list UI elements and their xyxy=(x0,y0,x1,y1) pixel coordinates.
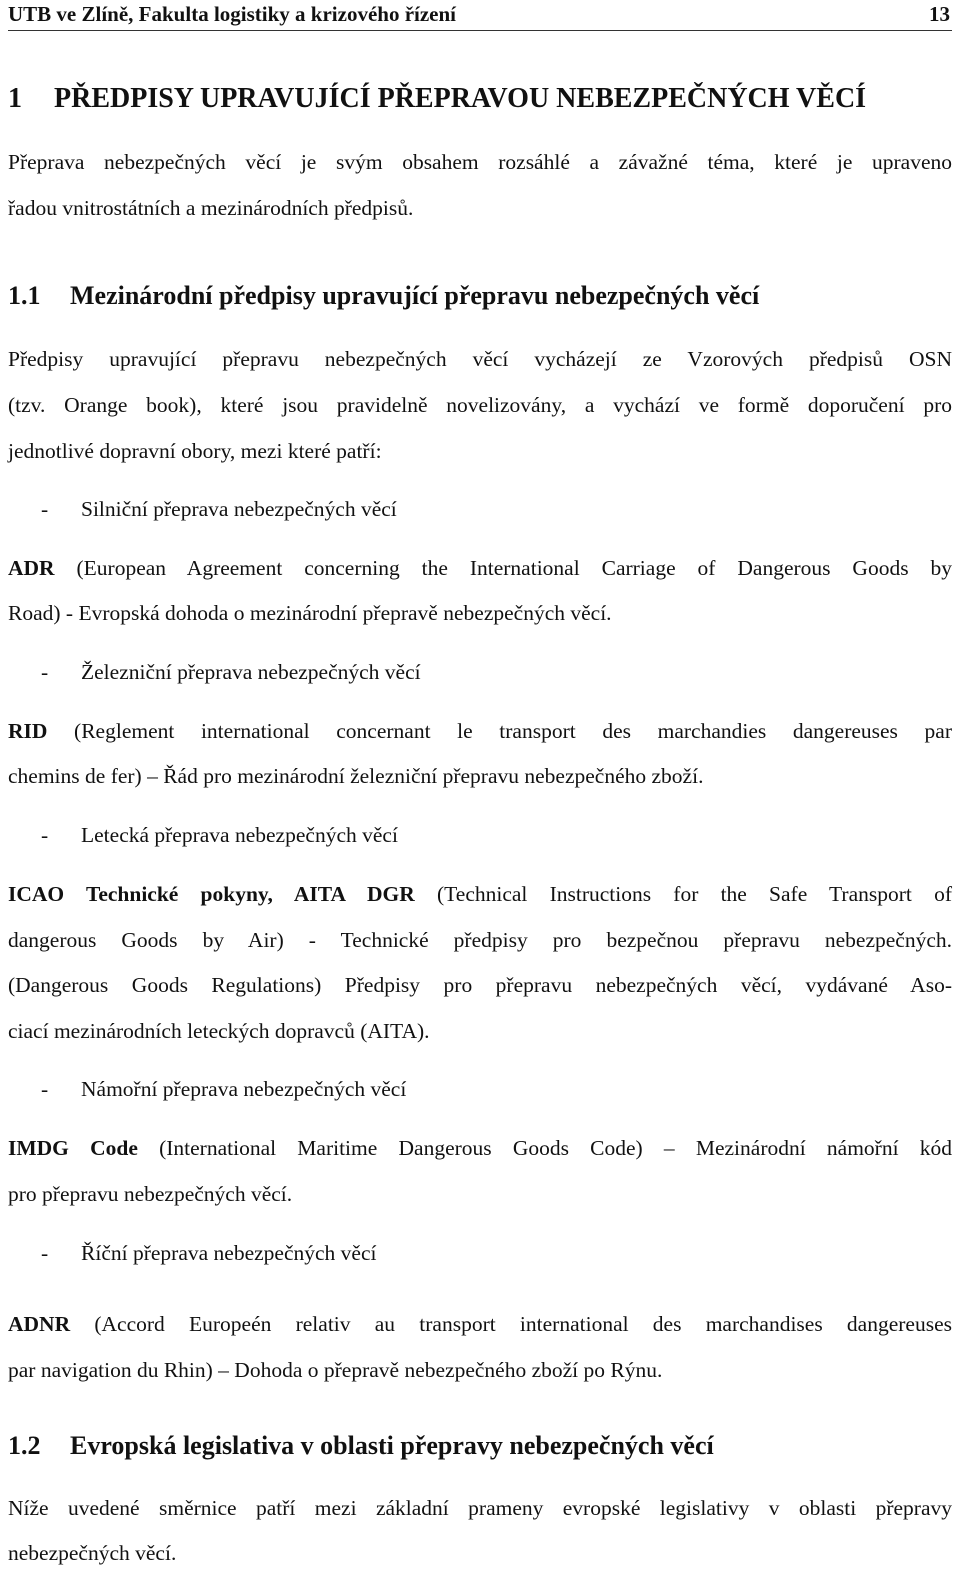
list-item-label: Námořní přeprava nebezpečných věcí xyxy=(81,1077,407,1101)
page-header xyxy=(8,0,952,31)
list-item-heading xyxy=(8,496,952,522)
item-abbreviation: ADNR xyxy=(8,1312,71,1336)
item-abbreviation: ADR xyxy=(8,556,55,580)
page-number: 13 xyxy=(929,2,950,26)
list-dash: - xyxy=(41,497,49,521)
section-heading-1-2 xyxy=(8,1430,952,1462)
section-number: 1.2 xyxy=(8,1431,41,1460)
item-definition-line xyxy=(8,1135,952,1161)
item-definition-line: (Dangerous Goods Regulations) Předpisy pro přepravu nebezpečných věcí, vydávané Aso- xyxy=(8,973,952,997)
list-item-label: Silniční přeprava nebezpečných věcí xyxy=(81,497,397,521)
item-definition-line: dangerous Goods by Air) - Technické předpisy pro bezpečnou přepravu nebezpečných. xyxy=(8,928,952,952)
item-definition-text: (European Agreement concerning the International Carriage of Dangerous Goods by xyxy=(76,556,952,580)
list-dash: - xyxy=(41,660,49,684)
section-heading-1-1 xyxy=(8,280,952,312)
item-abbreviation: RID xyxy=(8,719,48,743)
item-definition-line: ciací mezinárodních leteckých dopravců (AITA). xyxy=(8,1019,430,1043)
chapter-number: 1 xyxy=(8,83,22,114)
section-number: 1.1 xyxy=(8,281,41,310)
section-title: Mezinárodní předpisy upravující přepravu nebezpečných věcí xyxy=(70,281,760,310)
intro-line-1: Přeprava nebezpečných věcí je svým obsahem rozsáhlé a závažné téma, které je upraveno xyxy=(8,150,952,174)
intro-line-2: řadou vnitrostátních a mezinárodních předpisů. xyxy=(8,196,414,220)
item-definition-line xyxy=(8,1311,952,1337)
list-dash: - xyxy=(41,1077,49,1101)
item-definition-line: Road) - Evropská dohoda o mezinárodní přepravě nebezpečných věcí. xyxy=(8,601,612,625)
header-title: UTB ve Zlíně, Fakulta logistiky a krizového řízení xyxy=(8,2,457,26)
section-title: Evropská legislativa v oblasti přepravy nebezpečných věcí xyxy=(70,1431,714,1460)
chapter-title: PŘEDPISY UPRAVUJÍCÍ PŘEPRAVOU NEBEZPEČNÝCH VĚCÍ xyxy=(54,83,867,114)
list-item-label: Letecká přeprava nebezpečných věcí xyxy=(81,823,398,847)
paragraph-line: jednotlivé dopravní obory, mezi které patří: xyxy=(8,439,382,463)
list-dash: - xyxy=(41,823,49,847)
list-item-heading xyxy=(8,1240,952,1266)
item-definition-line xyxy=(8,555,952,581)
paragraph-line: Předpisy upravující přepravu nebezpečných věcí vycházejí ze Vzorových předpisů OSN xyxy=(8,347,952,371)
item-definition-line xyxy=(8,881,952,907)
list-item-heading xyxy=(8,822,952,848)
chapter-heading xyxy=(8,82,952,116)
item-definition-line xyxy=(8,718,952,744)
list-dash: - xyxy=(41,1241,49,1265)
item-definition-line: pro přepravu nebezpečných věcí. xyxy=(8,1182,293,1206)
item-definition-text: (Technical Instructions for the Safe Transport of xyxy=(414,882,952,906)
item-definition-text: (International Maritime Dangerous Goods Code) – Mezinárodní námořní kód xyxy=(159,1136,953,1160)
list-item-label: Železniční přeprava nebezpečných věcí xyxy=(81,660,421,684)
list-item-label: Říční přeprava nebezpečných věcí xyxy=(81,1241,377,1265)
paragraph-line: Níže uvedené směrnice patří mezi základní prameny evropské legislativy v oblasti přepravy xyxy=(8,1496,952,1520)
item-abbreviation: ICAO Technické pokyny, AITA DGR xyxy=(8,882,415,906)
paragraph-line: nebezpečných věcí. xyxy=(8,1541,177,1565)
list-item-heading xyxy=(8,1076,952,1102)
item-definition-line: chemins de fer) – Řád pro mezinárodní železniční přepravu nebezpečného zboží. xyxy=(8,764,704,788)
item-definition-line: par navigation du Rhin) – Dohoda o přepravě nebezpečného zboží po Rýnu. xyxy=(8,1358,663,1382)
paragraph-line: (tzv. Orange book), které jsou pravidelně novelizovány, a vychází ve formě doporučení pro xyxy=(8,393,952,417)
list-item-heading xyxy=(8,659,952,685)
item-abbreviation: IMDG Code xyxy=(8,1136,138,1160)
item-definition-text: (Reglement international concernant le transport des marchandies dangereuses par xyxy=(74,719,952,743)
item-definition-text: (Accord Europeén relativ au transport international des marchandises dangereuses xyxy=(94,1312,952,1336)
